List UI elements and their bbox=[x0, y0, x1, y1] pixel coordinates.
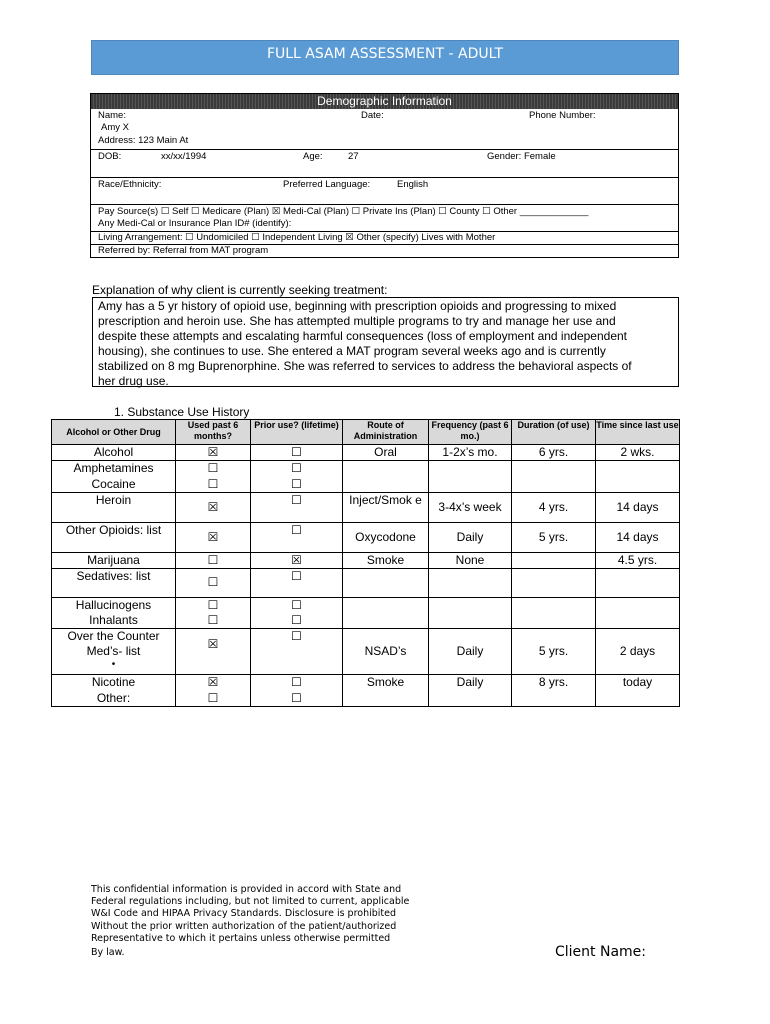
table-row bbox=[52, 568, 680, 597]
dob-label: DOB: bbox=[98, 151, 122, 162]
language-value: English bbox=[397, 179, 429, 190]
used-checkbox[interactable]: ☐ bbox=[176, 477, 251, 493]
explanation-line: housing), she continues to use. She entered a MAT program several weeks ago and is currently bbox=[98, 344, 606, 358]
route-cell: Smoke bbox=[343, 552, 429, 568]
dob-value: xx/xx/1994 bbox=[161, 151, 207, 162]
phone-label: Phone Number: bbox=[529, 110, 596, 121]
notice-line: Representative to which it pertains unless otherwise permitted bbox=[91, 932, 391, 944]
used-checkbox[interactable]: ☒ bbox=[176, 492, 251, 522]
form-title: FULL ASAM ASSESSMENT - ADULT bbox=[91, 40, 679, 75]
pay-row bbox=[91, 205, 678, 232]
table-row bbox=[52, 597, 680, 613]
time-since-cell: 2 wks. bbox=[596, 445, 680, 461]
explanation-line: prescription and heroin use. She has attempted multiple programs to try and manage her use and bbox=[98, 314, 616, 328]
date-label: Date: bbox=[361, 110, 384, 121]
bullet: • bbox=[111, 659, 116, 670]
explanation-label: Explanation of why client is currently seeking treatment: bbox=[92, 283, 388, 297]
frequency-cell bbox=[429, 597, 512, 613]
client-name-label: Client Name: bbox=[555, 944, 646, 960]
gender: Gender: Female bbox=[487, 151, 556, 162]
language-label: Preferred Language: bbox=[283, 179, 371, 190]
age-value: 27 bbox=[348, 151, 359, 162]
prior-checkbox[interactable]: ☐ bbox=[251, 675, 343, 691]
demographics-section bbox=[90, 93, 679, 258]
frequency-cell bbox=[429, 613, 512, 629]
table-row bbox=[52, 613, 680, 629]
table-row bbox=[52, 492, 680, 522]
race-label: Race/Ethnicity: bbox=[98, 179, 162, 190]
explanation-line: her drug use. bbox=[98, 374, 169, 388]
used-checkbox[interactable]: ☐ bbox=[176, 568, 251, 597]
col-frequency: Frequency (past 6 mo.) bbox=[429, 420, 512, 445]
demographics-header: Demographic Information bbox=[91, 94, 678, 109]
col-substance: Alcohol or Other Drug bbox=[52, 420, 176, 445]
prior-checkbox[interactable]: ☐ bbox=[251, 522, 343, 552]
referred-row bbox=[91, 245, 678, 257]
living-row bbox=[91, 232, 678, 245]
notice-line: This confidential information is provided in accord with State and bbox=[91, 884, 402, 895]
substance-name: Alcohol bbox=[52, 445, 176, 461]
col-time-since: Time since last use bbox=[596, 420, 680, 445]
notice-line: W&I Code and HIPAA Privacy Standards. Disclosure is prohibited bbox=[91, 908, 397, 920]
prior-checkbox[interactable]: ☐ bbox=[251, 613, 343, 629]
prior-checkbox[interactable]: ☐ bbox=[251, 691, 343, 707]
table-row bbox=[52, 552, 680, 568]
address: Address: 123 Main At bbox=[98, 135, 189, 146]
explanation-line: Amy has a 5 yr history of opioid use, beginning with prescription opioids and progressing to mixed bbox=[98, 299, 617, 313]
substance-cell bbox=[52, 629, 176, 675]
table-row bbox=[52, 522, 680, 552]
race-row bbox=[91, 178, 678, 205]
time-since-cell: 14 days bbox=[596, 492, 680, 522]
time-since-cell bbox=[596, 477, 680, 493]
table-row bbox=[52, 445, 680, 461]
prior-checkbox[interactable]: ☐ bbox=[251, 629, 343, 675]
referred-by: Referred by: Referral from MAT program bbox=[98, 245, 269, 256]
section-title: 1. Substance Use History bbox=[114, 405, 250, 419]
table-row bbox=[52, 629, 680, 675]
substance-name: Marijuana bbox=[52, 552, 176, 568]
duration-cell: 4 yrs. bbox=[512, 492, 596, 522]
duration-cell bbox=[512, 461, 596, 477]
route-cell bbox=[343, 568, 429, 597]
used-checkbox[interactable]: ☐ bbox=[176, 552, 251, 568]
living-arrangement: Living Arrangement: ☐ Undomiciled ☐ Independent Living ☒ Other (specify) Lives with Mother bbox=[98, 232, 496, 243]
route-cell: Oxycodone bbox=[343, 522, 429, 552]
notice-line: Without the prior written authorization of the patient/authorized bbox=[91, 920, 397, 932]
pay-source: Pay Source(s) ☐ Self ☐ Medicare (Plan) ☒ Medi-Cal (Plan) ☐ Private Ins (Plan) ☐ County ☐ Other _____________ bbox=[98, 206, 589, 217]
used-checkbox[interactable]: ☒ bbox=[176, 522, 251, 552]
used-checkbox[interactable]: ☐ bbox=[176, 461, 251, 477]
route-cell bbox=[343, 613, 429, 629]
time-since-cell: today bbox=[596, 675, 680, 691]
prior-checkbox[interactable]: ☐ bbox=[251, 461, 343, 477]
time-since-cell: 2 days bbox=[596, 629, 680, 675]
substance-name: Hallucinogens bbox=[52, 597, 176, 613]
time-since-cell bbox=[596, 613, 680, 629]
used-checkbox[interactable]: ☒ bbox=[176, 675, 251, 691]
prior-checkbox[interactable]: ☐ bbox=[251, 445, 343, 461]
substance-name: Sedatives: list bbox=[52, 568, 176, 597]
dob-row bbox=[91, 150, 678, 178]
col-route: Route of Administration bbox=[343, 420, 429, 445]
frequency-cell bbox=[429, 477, 512, 493]
time-since-cell bbox=[596, 568, 680, 597]
time-since-cell bbox=[596, 691, 680, 707]
prior-checkbox[interactable]: ☒ bbox=[251, 552, 343, 568]
frequency-cell: 3-4x’s week bbox=[429, 492, 512, 522]
substance-name: Nicotine bbox=[52, 675, 176, 691]
substance-name: Other Opioids: list bbox=[52, 522, 176, 552]
time-since-cell bbox=[596, 597, 680, 613]
col-used-past6: Used past 6 months? bbox=[176, 420, 251, 445]
duration-cell: 6 yrs. bbox=[512, 445, 596, 461]
route-cell bbox=[343, 477, 429, 493]
duration-cell bbox=[512, 568, 596, 597]
prior-checkbox[interactable]: ☐ bbox=[251, 597, 343, 613]
table-row bbox=[52, 691, 680, 707]
frequency-cell: 1-2x’s mo. bbox=[429, 445, 512, 461]
notice-line: By law. bbox=[91, 947, 125, 959]
route-cell: Inject/Smok e bbox=[343, 492, 429, 522]
name-value: Amy X bbox=[101, 122, 129, 133]
route-cell: Oral bbox=[343, 445, 429, 461]
substance-table bbox=[51, 419, 680, 707]
duration-cell bbox=[512, 552, 596, 568]
substance-name: Other: bbox=[52, 691, 176, 707]
frequency-cell: Daily bbox=[429, 629, 512, 675]
duration-cell bbox=[512, 613, 596, 629]
used-checkbox[interactable]: ☒ bbox=[176, 629, 251, 675]
duration-cell: 5 yrs. bbox=[512, 629, 596, 675]
duration-cell bbox=[512, 477, 596, 493]
explanation-line: stabilized on 8 mg Buprenorphine. She was referred to services to address the behavioral aspects of bbox=[98, 359, 632, 373]
used-checkbox[interactable]: ☐ bbox=[176, 613, 251, 629]
prior-checkbox[interactable]: ☐ bbox=[251, 568, 343, 597]
frequency-cell: Daily bbox=[429, 522, 512, 552]
col-prior-use: Prior use? (lifetime) bbox=[251, 420, 343, 445]
route-cell: NSAD’s bbox=[343, 629, 429, 675]
used-checkbox[interactable]: ☐ bbox=[176, 597, 251, 613]
duration-cell: 8 yrs. bbox=[512, 675, 596, 691]
confidentiality-notice bbox=[91, 884, 451, 959]
frequency-cell: None bbox=[429, 552, 512, 568]
duration-cell: 5 yrs. bbox=[512, 522, 596, 552]
prior-checkbox[interactable]: ☐ bbox=[251, 492, 343, 522]
table-row bbox=[52, 675, 680, 691]
frequency-cell bbox=[429, 691, 512, 707]
substance-name: Cocaine bbox=[52, 477, 176, 493]
frequency-cell: Daily bbox=[429, 675, 512, 691]
used-checkbox[interactable]: ☒ bbox=[176, 445, 251, 461]
medical-id: Any Medi-Cal or Insurance Plan ID# (identify): bbox=[98, 218, 292, 229]
name-row bbox=[91, 109, 678, 150]
route-cell bbox=[343, 461, 429, 477]
duration-cell bbox=[512, 691, 596, 707]
col-duration: Duration (of use) bbox=[512, 420, 596, 445]
frequency-cell bbox=[429, 568, 512, 597]
frequency-cell bbox=[429, 461, 512, 477]
table-row bbox=[52, 461, 680, 477]
explanation-line: despite these attempts and escalating harmful consequences (loss of employment and independent bbox=[98, 329, 627, 343]
time-since-cell bbox=[596, 461, 680, 477]
duration-cell bbox=[512, 597, 596, 613]
substance-name: Amphetamines bbox=[52, 461, 176, 477]
substance-name: Heroin bbox=[52, 492, 176, 522]
table-row bbox=[52, 477, 680, 493]
substance-name: Inhalants bbox=[52, 613, 176, 629]
substance-name: Over the Counter Med’s- list bbox=[67, 629, 160, 658]
time-since-cell: 4.5 yrs. bbox=[596, 552, 680, 568]
route-cell: Smoke bbox=[343, 675, 429, 691]
time-since-cell: 14 days bbox=[596, 522, 680, 552]
prior-checkbox[interactable]: ☐ bbox=[251, 477, 343, 493]
notice-line: Federal regulations including, but not limited to current, applicable bbox=[91, 896, 410, 908]
route-cell bbox=[343, 691, 429, 707]
age-label: Age: bbox=[303, 151, 323, 162]
explanation-box bbox=[92, 297, 679, 387]
name-label: Name: bbox=[98, 110, 126, 121]
route-cell bbox=[343, 597, 429, 613]
used-checkbox[interactable]: ☐ bbox=[176, 691, 251, 707]
